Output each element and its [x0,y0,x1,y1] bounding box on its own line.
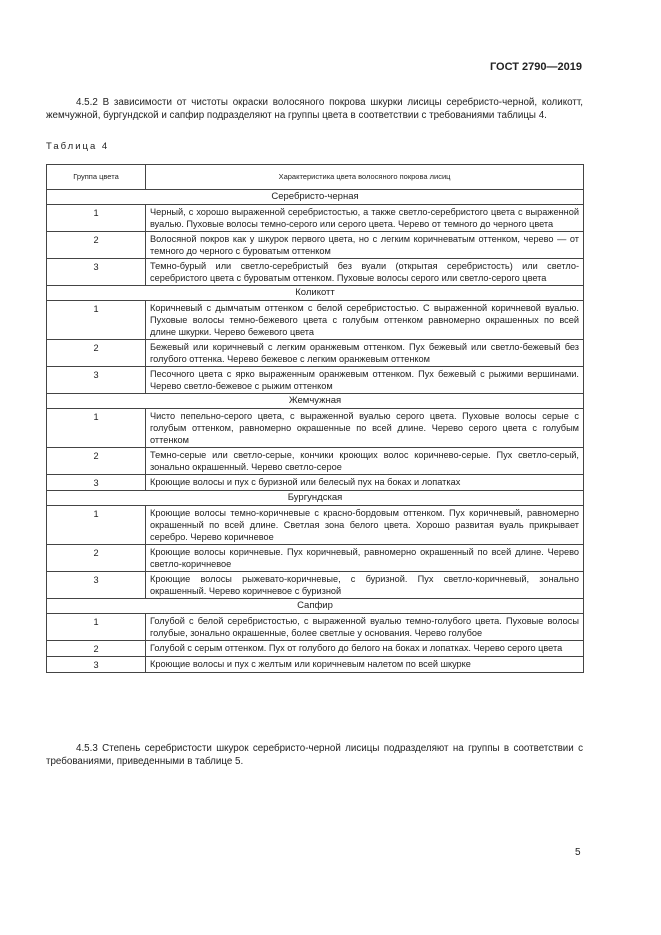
paragraph-4-5-2: 4.5.2 В зависимости от чистоты окраски волосяного покрова шкурки лисицы серебристо-черной, коликотт, жемчужной, бургундской и сапфир подразделяют на группы цвета в соответствии с требованиями таблицы 4. [46,97,583,121]
table-row [47,301,584,340]
color-characteristic: Кроющие волосы рыжевато-коричневые, с буризной. Пух светло-коричневый, зонально окрашенный. Черево коричневое с буризной [146,572,584,599]
table-row [47,545,584,572]
column-header-characteristic: Характеристика цвета волосяного покрова лисиц [146,165,584,190]
color-group-number: 2 [47,340,146,367]
color-group-number: 1 [47,409,146,448]
color-characteristic: Голубой с белой серебристостью, с выраженной вуалью темно-голубого цвета. Пуховые волосы голубые, зонально окрашенные, более светлые у основания. Черево голубое [146,614,584,641]
group-heading-row [47,599,584,614]
color-characteristic: Кроющие волосы коричневые. Пух коричневый, равномерно окрашенный по всей длине. Черево светло-коричневое [146,545,584,572]
table-row [47,367,584,394]
table-row [47,232,584,259]
table-header-row [47,165,584,190]
page-number: 5 [575,847,581,858]
color-group-number: 1 [47,205,146,232]
color-group-number: 3 [47,259,146,286]
table-row [47,572,584,599]
paragraph-4-5-3: 4.5.3 Степень серебристости шкурок серебристо-черной лисицы подразделяют на группы в соответствии с требованиями, приведенными в таблице 5. [46,743,583,767]
color-group-number: 3 [47,475,146,491]
color-group-number: 3 [47,657,146,673]
color-characteristic: Песочного цвета с ярко выраженным оранжевым оттенком. Пух бежевый с рыжими вершинами. Черево светло-бежевое с рыжим оттенком [146,367,584,394]
table-row [47,205,584,232]
group-heading-row [47,394,584,409]
table-row [47,641,584,657]
color-group-table [46,164,584,673]
color-characteristic: Кроющие волосы и пух с желтым или коричневым налетом по всей шкурке [146,657,584,673]
color-group-number: 2 [47,232,146,259]
color-characteristic: Темно-серые или светло-серые, кончики кроющих волос коричнево-серые. Пух светло-серый, зонально окрашенный. Черево светло-серое [146,448,584,475]
color-characteristic: Темно-бурый или светло-серебристый без вуали (открытая серебристость) или светло-серебристого цвета с буроватым оттенком. Пуховые волосы серого или светло-серого цвета [146,259,584,286]
group-heading: Бургундская [47,491,584,506]
group-heading: Сапфир [47,599,584,614]
group-heading: Коликотт [47,286,584,301]
group-heading: Жемчужная [47,394,584,409]
color-characteristic: Чисто пепельно-серого цвета, с выраженной вуалью серого цвета. Пуховые волосы серые с голубым оттенком, равномерно окрашенные по всей длине. Черево серого цвета с голубым оттенком [146,409,584,448]
color-group-number: 3 [47,572,146,599]
color-group-number: 3 [47,367,146,394]
group-heading-row [47,286,584,301]
table-row [47,475,584,491]
column-header-group: Группа цвета [47,165,146,190]
color-group-number: 1 [47,614,146,641]
color-characteristic: Коричневый с дымчатым оттенком с белой серебристостью. С выраженной коричневой вуалью. Пуховые волосы темно-бежевого цвета с голубым оттенком равномерно окрашенных по всей длине шкурки. Черево бежевого цвета [146,301,584,340]
table-row [47,506,584,545]
color-characteristic: Черный, с хорошо выраженной серебристостью, а также светло-серебристого цвета с выраженной вуалью. Пуховые волосы темно-серого или серого цвета. Черево от темного до черного цвета [146,205,584,232]
group-heading-row [47,491,584,506]
table-row [47,448,584,475]
color-group-number: 2 [47,545,146,572]
table-row [47,340,584,367]
table-body [47,165,584,673]
table-row [47,409,584,448]
document-code: ГОСТ 2790—2019 [489,61,582,73]
color-group-number: 2 [47,641,146,657]
color-characteristic: Кроющие волосы темно-коричневые с красно-бордовым оттенком. Пух коричневый, равномерно окрашенный по всей длине. Светлая зона белого цвета. Хорошо развитая вуаль прикрывает серебро. Черево коричневое [146,506,584,545]
color-group-number: 2 [47,448,146,475]
table-row [47,657,584,673]
table-caption: Таблица 4 [46,141,110,152]
color-characteristic: Волосяной покров как у шкурок первого цвета, но с легким коричневатым оттенком, черево — от темного до черного с буроватым оттенком [146,232,584,259]
color-characteristic: Бежевый или коричневый с легким оранжевым оттенком. Пух бежевый или светло-бежевый без голубого оттенка. Черево бежевое с легким оранжевым оттенком [146,340,584,367]
color-group-number: 1 [47,506,146,545]
group-heading-row [47,190,584,205]
color-characteristic: Голубой с серым оттенком. Пух от голубого до белого на боках и лопатках. Черево серого цвета [146,641,584,657]
group-heading: Серебристо-черная [47,190,584,205]
color-group-number: 1 [47,301,146,340]
table-row [47,614,584,641]
color-characteristic: Кроющие волосы и пух с буризной или белесый пух на боках и лопатках [146,475,584,491]
table-row [47,259,584,286]
